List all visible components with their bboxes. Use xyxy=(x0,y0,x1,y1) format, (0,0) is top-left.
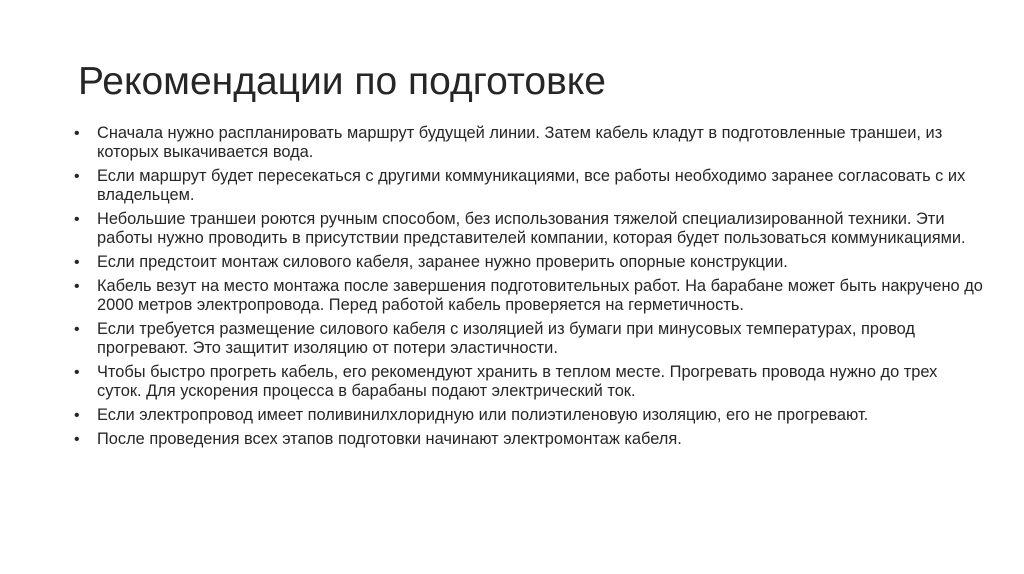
bullet-item xyxy=(74,320,984,358)
bullet-item xyxy=(74,406,984,425)
bullet-text: Сначала нужно распланировать маршрут будущей линии. Затем кабель кладут в подготовленные траншеи, из которых выкачивается вода. xyxy=(97,124,943,161)
bullet-text: Если требуется размещение силового кабеля с изоляцией из бумаги при минусовых температурах, провод прогревают. Это защитит изоляцию от потери эластичности. xyxy=(97,320,915,357)
bullet-icon: • xyxy=(74,168,80,185)
bullet-icon: • xyxy=(74,364,80,381)
bullet-list xyxy=(74,124,984,454)
bullet-text: Небольшие траншеи роются ручным способом, без использования тяжелой специализированной техники. Эти работы нужно проводить в присутствии представителей компании, которая будет пользоваться коммуникациями. xyxy=(97,210,966,247)
bullet-text: Если электропровод имеет поливинилхлоридную или полиэтиленовую изоляцию, его не прогревают. xyxy=(97,406,869,424)
bullet-text: Если маршрут будет пересекаться с другими коммуникациями, все работы необходимо заранее согласовать с их владельцем. xyxy=(97,167,966,204)
bullet-item xyxy=(74,277,984,315)
bullet-icon: • xyxy=(74,254,80,271)
bullet-icon: • xyxy=(74,321,80,338)
bullet-item xyxy=(74,210,984,248)
bullet-item xyxy=(74,363,984,401)
bullet-icon: • xyxy=(74,431,80,448)
slide-title: Рекомендации по подготовке xyxy=(78,60,606,103)
bullet-text: Кабель везут на место монтажа после завершения подготовительных работ. На барабане может быть накручено до 2000 метров электропровода. Перед работой кабель проверяется на герметичность. xyxy=(97,277,983,314)
bullet-text: Если предстоит монтаж силового кабеля, заранее нужно проверить опорные конструкции. xyxy=(97,253,788,271)
bullet-item xyxy=(74,124,984,162)
bullet-item xyxy=(74,167,984,205)
bullet-item xyxy=(74,253,984,272)
bullet-item xyxy=(74,430,984,449)
bullet-icon: • xyxy=(74,211,80,228)
bullet-text: После проведения всех этапов подготовки начинают электромонтаж кабеля. xyxy=(97,430,682,448)
bullet-text: Чтобы быстро прогреть кабель, его рекомендуют хранить в теплом месте. Прогревать провода нужно до трех суток. Для ускорения процесса в барабаны подают электрический ток. xyxy=(97,363,938,400)
bullet-icon: • xyxy=(74,278,80,295)
bullet-icon: • xyxy=(74,125,80,142)
bullet-icon: • xyxy=(74,407,80,424)
